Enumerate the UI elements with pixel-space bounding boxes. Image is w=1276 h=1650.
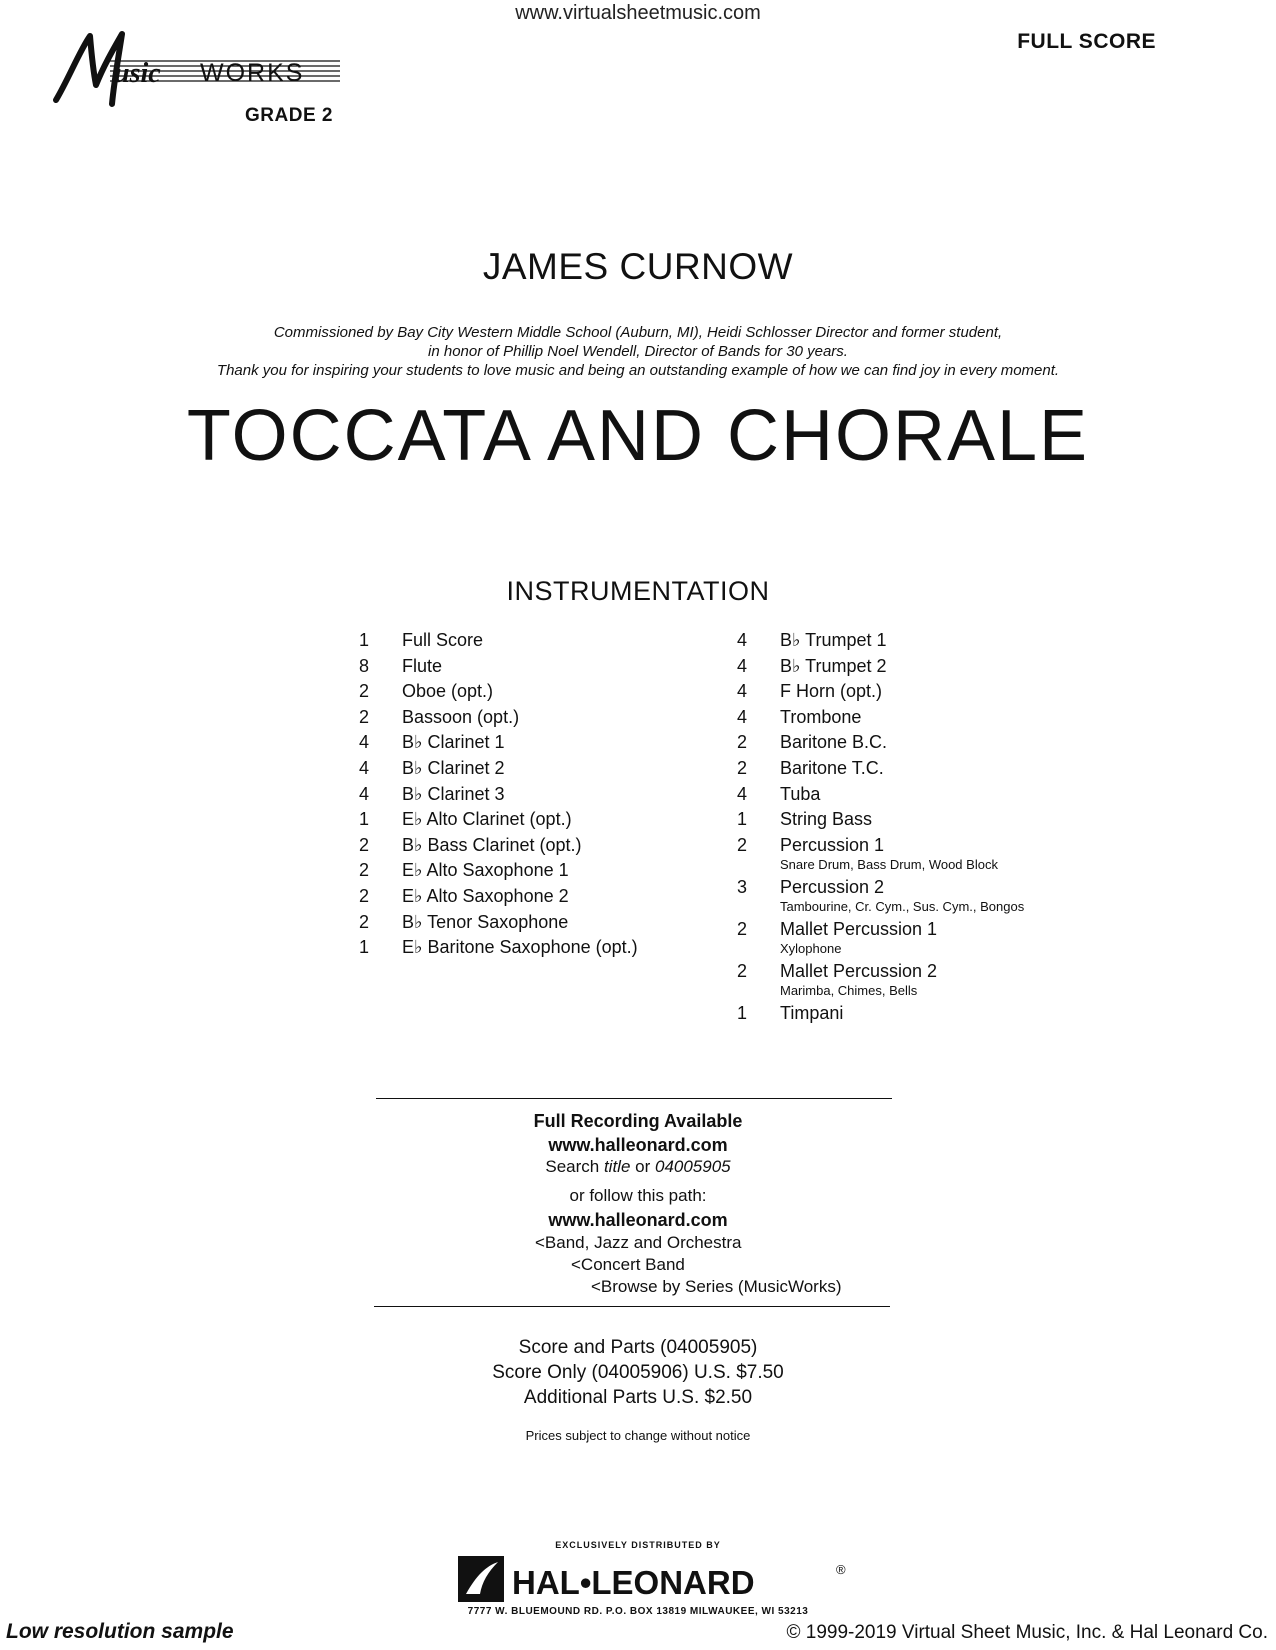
instrument-quantity: 1 (736, 1002, 747, 1023)
instrument-quantity: 4 (736, 630, 747, 650)
instrument-quantity: 2 (358, 834, 369, 855)
instrument-quantity: 2 (358, 911, 369, 932)
instrument-name: Baritone B.C. (780, 732, 888, 753)
divider-bottom (374, 1306, 890, 1307)
instrument-quantity: 2 (358, 886, 369, 906)
svg-text:WORKS: WORKS (200, 59, 305, 87)
instrument-name: Baritone T.C. (780, 758, 884, 778)
instrumentation-right-column (732, 630, 1072, 1030)
composer-name: JAMES CURNOW (482, 246, 794, 287)
distributed-by-label: EXCLUSIVELY DISTRIBUTED BY (555, 1540, 721, 1550)
price-line-1: Score and Parts (04005905) (518, 1337, 758, 1358)
instrument-detail: Snare Drum, Bass Drum, Wood Block (780, 856, 998, 872)
instrument-name-block (402, 937, 638, 958)
instrument-name-block (402, 784, 505, 805)
instrument-quantity: 1 (358, 630, 369, 650)
instrument-name-block (780, 877, 1024, 914)
instrument-name-block (402, 630, 483, 651)
svg-text:usic: usic (114, 58, 161, 89)
instrument-name-block (402, 860, 569, 881)
instrument-quantity: 2 (358, 681, 369, 702)
instrument-name-block (780, 784, 820, 805)
recording-follow: or follow this path: (569, 1186, 707, 1205)
recording-url-2[interactable]: www.halleonard.com (548, 1210, 728, 1230)
instrument-name-block (402, 732, 505, 753)
instrument-name: Full Score (402, 630, 484, 650)
instrumentation-left-column (354, 630, 694, 970)
watermark-url: www.virtualsheetmusic.com (515, 2, 761, 24)
instrument-quantity: 4 (358, 758, 369, 778)
instrument-quantity: 4 (736, 655, 747, 676)
instrument-quantity: 4 (736, 706, 747, 727)
path-step-2: <Concert Band (571, 1255, 685, 1274)
instrument-quantity: 2 (736, 732, 747, 753)
instrument-name-block (780, 835, 998, 872)
instrument-quantity: 2 (736, 834, 747, 855)
instrument-name-block (780, 707, 861, 728)
instrument-name: B♭ Trumpet 1 (780, 630, 887, 650)
instrument-name: Timpani (780, 1002, 844, 1023)
publisher-address: 7777 W. BLUEMOUND RD. P.O. BOX 13819 MILWAUKEE, WI 53213 (467, 1606, 809, 1617)
instrument-name: Percussion 1 (780, 834, 885, 855)
instrument-quantity: 4 (358, 732, 369, 753)
instrument-name: B♭ Trumpet 2 (780, 655, 887, 676)
instrument-quantity: 2 (358, 706, 369, 727)
instrumentation-heading: INSTRUMENTATION (506, 576, 770, 606)
instrument-name: E♭ Alto Clarinet (opt.) (402, 809, 572, 830)
instrument-name-block (402, 758, 505, 779)
search-prefix: Search (545, 1157, 604, 1176)
dedication-line-1: Commissioned by Bay City Western Middle School (Auburn, MI), Heidi Schlosser Director and former student, (273, 324, 1003, 341)
instrument-name: Tuba (780, 783, 821, 804)
instrument-name-block (402, 912, 568, 933)
svg-text:HAL•LEONARD: HAL•LEONARD (512, 1564, 755, 1601)
instrument-quantity: 4 (736, 783, 747, 804)
instrument-name-block (402, 656, 442, 677)
instrument-name: B♭ Tenor Saxophone (402, 911, 569, 932)
recording-url[interactable]: www.halleonard.com (548, 1135, 728, 1155)
instrument-name-block (780, 919, 937, 956)
search-or: or (630, 1157, 655, 1176)
instrument-detail: Xylophone (780, 940, 842, 956)
instrument-quantity: 1 (736, 809, 747, 830)
hal-leonard-logo (458, 1554, 858, 1604)
instrument-name: B♭ Bass Clarinet (opt.) (402, 834, 582, 855)
instrument-detail: Tambourine, Cr. Cym., Sus. Cym., Bongos (780, 898, 1025, 914)
instrument-quantity: 8 (358, 655, 369, 676)
instrument-name-block (402, 835, 582, 856)
instrument-name-block (780, 630, 887, 651)
dedication-line-2: in honor of Phillip Noel Wendell, Director of Bands for 30 years. (428, 343, 848, 360)
path-step-1: <Band, Jazz and Orchestra (535, 1233, 742, 1252)
instrument-name-block (780, 961, 937, 998)
instrument-name: E♭ Alto Saxophone 1 (402, 860, 569, 881)
instrument-name: F Horn (opt.) (780, 681, 883, 702)
instrument-quantity: 2 (736, 960, 747, 981)
dedication-line-3: Thank you for inspiring your students to love music and being an outstanding example of how we can find joy in every moment. (216, 362, 1060, 379)
instrument-name: Bassoon (opt.) (402, 706, 520, 727)
divider-top (376, 1098, 892, 1099)
instrument-name-block (402, 707, 519, 728)
path-step-3: <Browse by Series (MusicWorks) (591, 1277, 842, 1296)
instrument-name-block (402, 681, 493, 702)
instrument-name-block (402, 809, 572, 830)
instrument-name-block (780, 809, 872, 830)
score-title: TOCCATA AND CHORALE (186, 396, 1090, 476)
instrument-name: Percussion 2 (780, 876, 885, 897)
instrument-name-block (780, 656, 887, 677)
price-line-2: Score Only (04005906) U.S. $7.50 (492, 1362, 784, 1383)
instrument-name: B♭ Clarinet 3 (402, 783, 505, 804)
instrument-quantity: 4 (358, 783, 369, 804)
price-line-3: Additional Parts U.S. $2.50 (523, 1387, 753, 1408)
instrument-quantity: 1 (358, 809, 369, 830)
instrument-name-block (402, 886, 569, 907)
instrument-quantity: 4 (736, 681, 747, 702)
instrument-name: Oboe (opt.) (402, 681, 494, 702)
recording-heading: Full Recording Available (533, 1111, 743, 1131)
grade-label: GRADE 2 (245, 105, 333, 126)
instrument-name: String Bass (780, 809, 873, 830)
instrument-name: B♭ Clarinet 2 (402, 758, 505, 778)
instrument-name: B♭ Clarinet 1 (402, 732, 505, 753)
instrument-name-block (780, 758, 884, 779)
instrument-name: E♭ Baritone Saxophone (opt.) (402, 937, 638, 958)
search-title: title (603, 1157, 631, 1176)
instrument-name-block (780, 681, 882, 702)
instrument-name: Trombone (780, 706, 862, 727)
low-resolution-notice: Low resolution sample (6, 1620, 234, 1643)
instrument-name-block (780, 1003, 843, 1024)
instrument-detail: Marimba, Chimes, Bells (780, 982, 918, 998)
pricing (0, 1335, 1276, 1410)
price-note: Prices subject to change without notice (525, 1428, 751, 1443)
instrument-name: E♭ Alto Saxophone 2 (402, 886, 569, 906)
instrument-name-block (780, 732, 887, 753)
full-score-label: FULL SCORE (1017, 30, 1156, 53)
instrument-quantity: 3 (736, 876, 747, 897)
instrument-name: Mallet Percussion 2 (780, 960, 938, 981)
instrument-name: Mallet Percussion 1 (780, 918, 938, 939)
instrument-quantity: 2 (736, 758, 747, 778)
search-code: 04005905 (654, 1157, 731, 1176)
instrument-quantity: 1 (358, 937, 369, 958)
copyright-notice: © 1999-2019 Virtual Sheet Music, Inc. & Hal Leonard Co. (786, 1622, 1268, 1643)
instrument-quantity: 2 (736, 918, 747, 939)
recording-search (0, 1156, 1276, 1178)
instrument-name: Flute (402, 655, 443, 676)
instrument-quantity: 2 (358, 860, 369, 881)
svg-text:®: ® (836, 1562, 846, 1577)
